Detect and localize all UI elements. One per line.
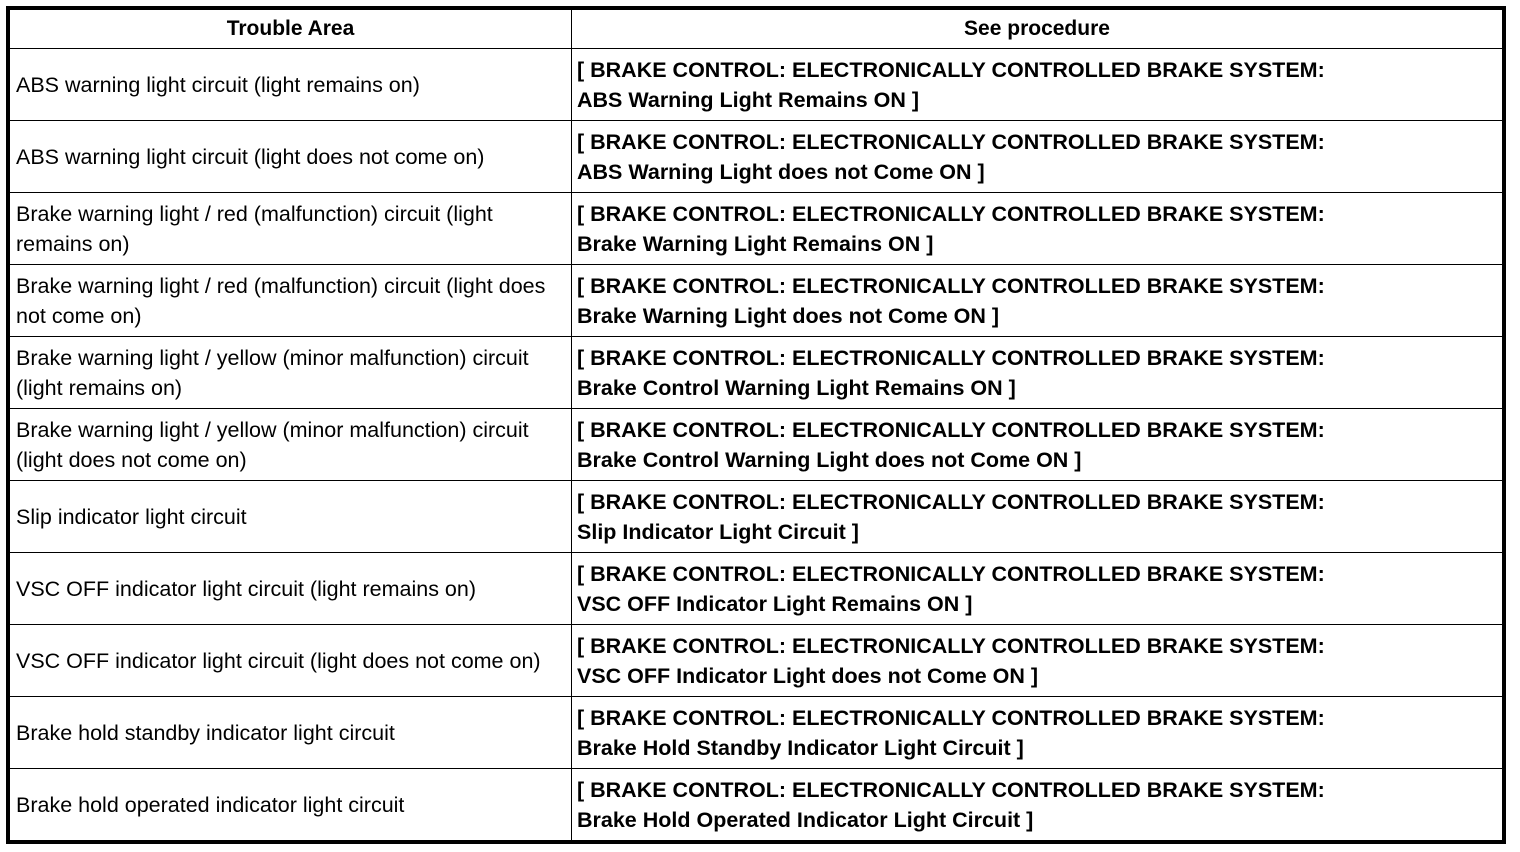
procedure-line-2: Brake Hold Operated Indicator Light Circuit ] [577, 807, 1034, 832]
table-row [10, 625, 1503, 697]
procedure-line-2: Brake Control Warning Light does not Come ON ] [577, 447, 1082, 472]
procedure-link[interactable] [572, 409, 1503, 481]
table-row [10, 481, 1503, 553]
table-row [10, 265, 1503, 337]
table-row [10, 121, 1503, 193]
procedure-line-1: [ BRAKE CONTROL: ELECTRONICALLY CONTROLLED BRAKE SYSTEM: [577, 345, 1325, 370]
trouble-area-cell: Brake hold operated indicator light circuit [10, 769, 572, 841]
table-row [10, 49, 1503, 121]
procedure-line-2: Slip Indicator Light Circuit ] [577, 519, 859, 544]
procedure-link[interactable] [572, 697, 1503, 769]
procedure-line-2: Brake Warning Light does not Come ON ] [577, 303, 1000, 328]
table-row [10, 193, 1503, 265]
procedure-line-1: [ BRAKE CONTROL: ELECTRONICALLY CONTROLLED BRAKE SYSTEM: [577, 777, 1325, 802]
procedure-link[interactable] [572, 553, 1503, 625]
procedure-line-1: [ BRAKE CONTROL: ELECTRONICALLY CONTROLLED BRAKE SYSTEM: [577, 129, 1325, 154]
trouble-area-cell: ABS warning light circuit (light remains on) [10, 49, 572, 121]
procedure-link[interactable] [572, 121, 1503, 193]
trouble-area-cell: ABS warning light circuit (light does not come on) [10, 121, 572, 193]
procedure-line-2: VSC OFF Indicator Light does not Come ON ] [577, 663, 1039, 688]
table-row [10, 553, 1503, 625]
procedure-line-2: Brake Control Warning Light Remains ON ] [577, 375, 1016, 400]
procedure-line-1: [ BRAKE CONTROL: ELECTRONICALLY CONTROLLED BRAKE SYSTEM: [577, 273, 1325, 298]
trouble-area-cell: VSC OFF indicator light circuit (light remains on) [10, 553, 572, 625]
trouble-area-table [6, 6, 1506, 844]
table-row [10, 697, 1503, 769]
trouble-area-cell: Brake warning light / red (malfunction) circuit (light remains on) [10, 193, 572, 265]
procedure-line-2: ABS Warning Light Remains ON ] [577, 87, 920, 112]
trouble-area-cell: Brake warning light / yellow (minor malfunction) circuit (light does not come on) [10, 409, 572, 481]
header-see-procedure: See procedure [572, 10, 1503, 49]
trouble-area-cell: Brake warning light / yellow (minor malfunction) circuit (light remains on) [10, 337, 572, 409]
procedure-line-2: Brake Warning Light Remains ON ] [577, 231, 934, 256]
table-row [10, 337, 1503, 409]
header-trouble-area: Trouble Area [10, 10, 572, 49]
procedure-line-1: [ BRAKE CONTROL: ELECTRONICALLY CONTROLLED BRAKE SYSTEM: [577, 633, 1325, 658]
procedure-line-1: [ BRAKE CONTROL: ELECTRONICALLY CONTROLLED BRAKE SYSTEM: [577, 57, 1325, 82]
trouble-table [9, 9, 1503, 841]
procedure-line-1: [ BRAKE CONTROL: ELECTRONICALLY CONTROLLED BRAKE SYSTEM: [577, 201, 1325, 226]
table-row [10, 769, 1503, 841]
trouble-area-cell: Slip indicator light circuit [10, 481, 572, 553]
procedure-line-1: [ BRAKE CONTROL: ELECTRONICALLY CONTROLLED BRAKE SYSTEM: [577, 561, 1325, 586]
table-row [10, 409, 1503, 481]
trouble-area-cell: Brake warning light / red (malfunction) circuit (light does not come on) [10, 265, 572, 337]
trouble-area-cell: VSC OFF indicator light circuit (light does not come on) [10, 625, 572, 697]
procedure-line-1: [ BRAKE CONTROL: ELECTRONICALLY CONTROLLED BRAKE SYSTEM: [577, 705, 1325, 730]
procedure-link[interactable] [572, 769, 1503, 841]
procedure-link[interactable] [572, 337, 1503, 409]
procedure-link[interactable] [572, 49, 1503, 121]
procedure-link[interactable] [572, 265, 1503, 337]
procedure-line-1: [ BRAKE CONTROL: ELECTRONICALLY CONTROLLED BRAKE SYSTEM: [577, 417, 1325, 442]
procedure-line-2: VSC OFF Indicator Light Remains ON ] [577, 591, 973, 616]
procedure-link[interactable] [572, 193, 1503, 265]
procedure-link[interactable] [572, 625, 1503, 697]
procedure-link[interactable] [572, 481, 1503, 553]
procedure-line-2: ABS Warning Light does not Come ON ] [577, 159, 985, 184]
procedure-line-2: Brake Hold Standby Indicator Light Circuit ] [577, 735, 1024, 760]
header-row [10, 10, 1503, 49]
trouble-area-cell: Brake hold standby indicator light circuit [10, 697, 572, 769]
procedure-line-1: [ BRAKE CONTROL: ELECTRONICALLY CONTROLLED BRAKE SYSTEM: [577, 489, 1325, 514]
